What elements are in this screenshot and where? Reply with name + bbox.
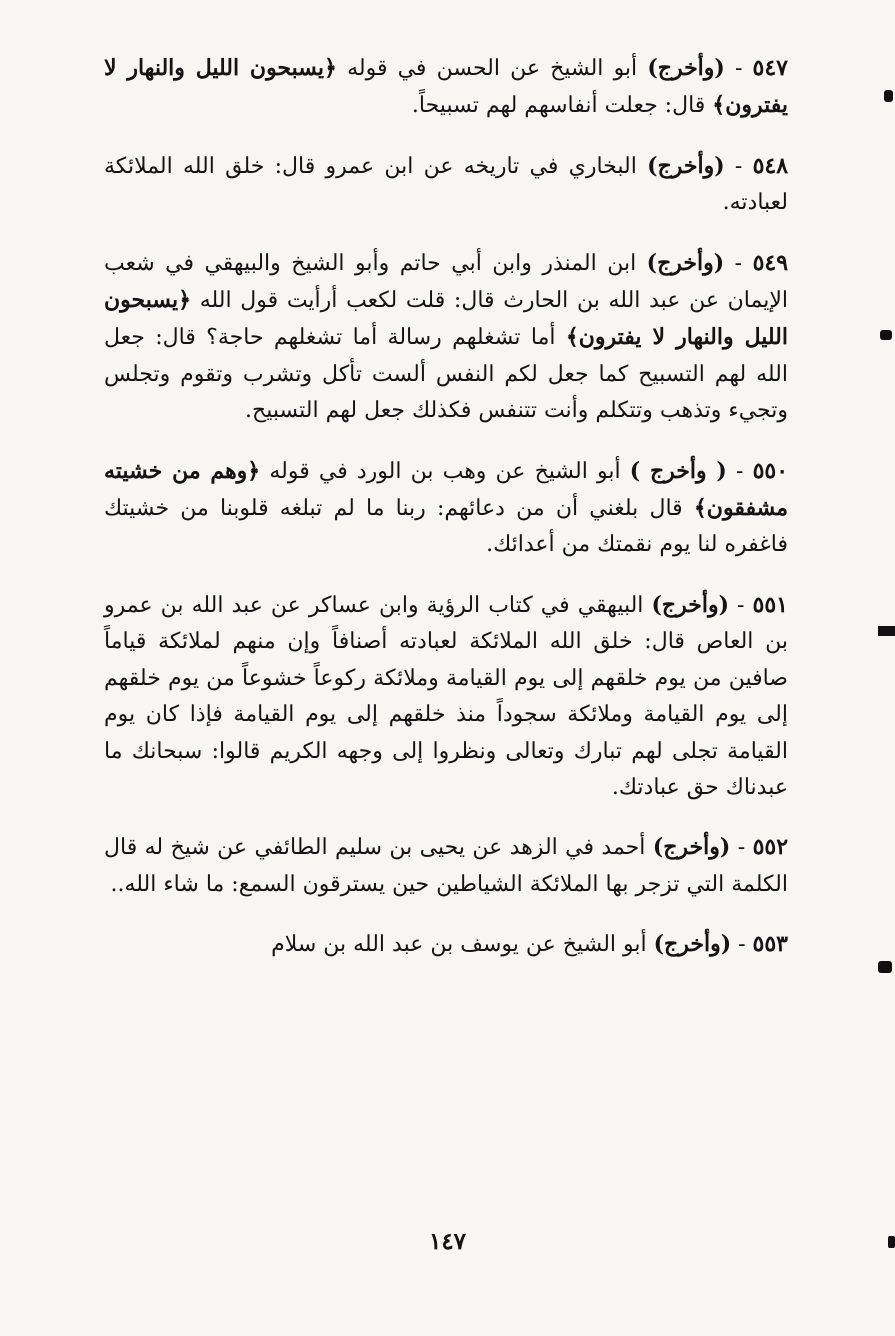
entry-text: أبو الشيخ عن يوسف بن عبد الله بن سلام — [271, 932, 647, 958]
quran-quote: ﴿يسبحون الليل والنهار لا يفترون﴾ — [104, 55, 788, 119]
entry-number: ٥٥٠ — [752, 457, 789, 484]
entry-number: ٥٤٨ — [752, 152, 789, 179]
entry-551: ٥٥١ - (وأخرج) البيهقي في كتاب الرؤية وابن عساكر عن عبد الله بن عمرو بن العاص قال: خلق الله الملائكة لعبادته أصنافاً وإن منهم لملائكة قياماً صافين من يوم خلقهم إلى يوم القيامة وملائكة ركوعاً خشوعاً من يوم خلقهم إلى يوم القيامة وملائكة سجوداً منذ خلقهم إلى يوم القيامة فإذا كان يوم القيامة تجلى لهم تبارك وتعالى ونظروا إلى وجهه الكريم قالوا: سبحانك ما عبدناك حق عبادتك. — [104, 591, 788, 800]
scan-mark — [888, 1236, 895, 1248]
entry-text: أبو الشيخ عن وهب بن الورد في قوله — [269, 458, 621, 484]
scan-mark — [878, 961, 892, 973]
entry-text: قال: جعلت أنفاسهم لهم تسبيحاً. — [411, 93, 706, 119]
entry-text: أحمد في الزهد عن يحيى بن سليم الطائفي عن شيخ له قال الكلمة التي تزجر بها الملائكة الشياطين حين يسترقون السمع: ما شاء الله.. — [104, 835, 788, 897]
entry-text: ابن المنذر وابن أبي حاتم وأبو الشيخ والبيهقي في شعب الإيمان عن عبد الله بن الحارث قال: قلت لكعب أرأيت قول الله — [104, 250, 788, 314]
scan-mark — [878, 626, 895, 636]
entry-number: ٥٥٣ — [752, 931, 788, 958]
entry-number: ٥٤٩ — [752, 249, 789, 276]
entry-number: ٥٤٧ — [752, 55, 788, 81]
quran-quote: ﴿يسبحون الليل والنهار لا يفترون﴾ — [104, 287, 789, 351]
source-marker: (وأخرج) — [651, 591, 729, 618]
entry-553: ٥٥٣ - (وأخرج) أبو الشيخ عن يوسف بن عبد الله بن سلام — [271, 931, 788, 958]
source-marker: (وأخرج) — [647, 152, 725, 179]
source-marker: (وأخرج) — [646, 249, 725, 276]
source-marker: (وأخرج) — [647, 55, 725, 81]
source-marker: (وأخرج) — [652, 834, 731, 861]
scan-mark — [880, 330, 892, 340]
entry-547: ٥٤٧ - (وأخرج) أبو الشيخ عن الحسن في قوله ﴿يسبحون الليل والنهار لا يفترون﴾ قال: جعلت أنفاسهم لهم تسبيحاً. — [104, 55, 788, 119]
entry-text: قال بلغني أن من دعائهم: ربنا ما لم تبلغه قلوبنا من خشيتك فاغفره لنا يوم نقمتك من أعدائك. — [104, 496, 788, 558]
page-body — [104, 50, 788, 987]
entry-number: ٥٥٢ — [752, 834, 789, 861]
page-number: ١٤٧ — [428, 1228, 467, 1255]
quran-quote: ﴿وهم من خشيته مشفقون﴾ — [104, 457, 788, 522]
entry-552: ٥٥٢ - (وأخرج) أحمد في الزهد عن يحيى بن سليم الطائفي عن شيخ له قال الكلمة التي تزجر بها الملائكة الشياطين حين يسترقون السمع: ما شاء الله.. — [104, 834, 789, 897]
entry-text: أما تشغلهم رسالة أما تشغلهم حاجة؟ قال: جعل الله لهم التسبيح كما جعل لكم النفس ألست تأكل وتشرب وتقوم وتجلس وتجيء وتذهب وتتكلم وأنت تتنفس فكذلك جعل لهم التسبيح. — [104, 325, 788, 424]
entry-text: البيهقي في كتاب الرؤية وابن عساكر عن عبد الله بن عمرو بن العاص قال: خلق الله الملائكة لعبادته أصنافاً وإن منهم لملائكة قياماً صافين من يوم خلقهم إلى يوم القيامة وملائكة ركوعاً خشوعاً من يوم خلقهم إلى يوم القيامة وملائكة سجوداً منذ خلقهم إلى يوم القيامة فإذا كان يوم القيامة تجلى لهم تبارك وتعالى ونظروا إلى وجهه الكريم قالوا: سبحانك ما عبدناك حق عبادتك. — [104, 592, 788, 800]
scan-mark — [884, 90, 893, 102]
source-marker: ( وأخرج ) — [629, 457, 727, 484]
entry-text: أبو الشيخ عن الحسن في قوله — [347, 56, 638, 81]
entry-550: ٥٥٠ - ( وأخرج ) أبو الشيخ عن وهب بن الورد في قوله ﴿وهم من خشيته مشفقون﴾ قال بلغني أن من دعائهم: ربنا ما لم تبلغه قلوبنا من خشيتك فاغفره لنا يوم نقمتك من أعدائك. — [104, 457, 789, 558]
source-marker: (وأخرج) — [653, 931, 732, 958]
entry-549: ٥٤٩ - (وأخرج) ابن المنذر وابن أبي حاتم وأبو الشيخ والبيهقي في شعب الإيمان عن عبد الله بن الحارث قال: قلت لكعب أرأيت قول الله ﴿يسبحون الليل والنهار لا يفترون﴾ أما تشغلهم رسالة أما تشغلهم حاجة؟ قال: جعل الله لهم التسبيح كما جعل لكم النفس ألست تأكل وتشرب وتقوم وتجلس وتجيء وتذهب وتتكلم وأنت تتنفس فكذلك جعل لهم التسبيح. — [104, 249, 789, 424]
entry-text: البخاري في تاريخه عن ابن عمرو قال: خلق الله الملائكة لعبادته. — [104, 153, 788, 216]
entry-number: ٥٥١ — [752, 591, 788, 618]
entry-548: ٥٤٨ - (وأخرج) البخاري في تاريخه عن ابن عمرو قال: خلق الله الملائكة لعبادته. — [104, 152, 789, 216]
